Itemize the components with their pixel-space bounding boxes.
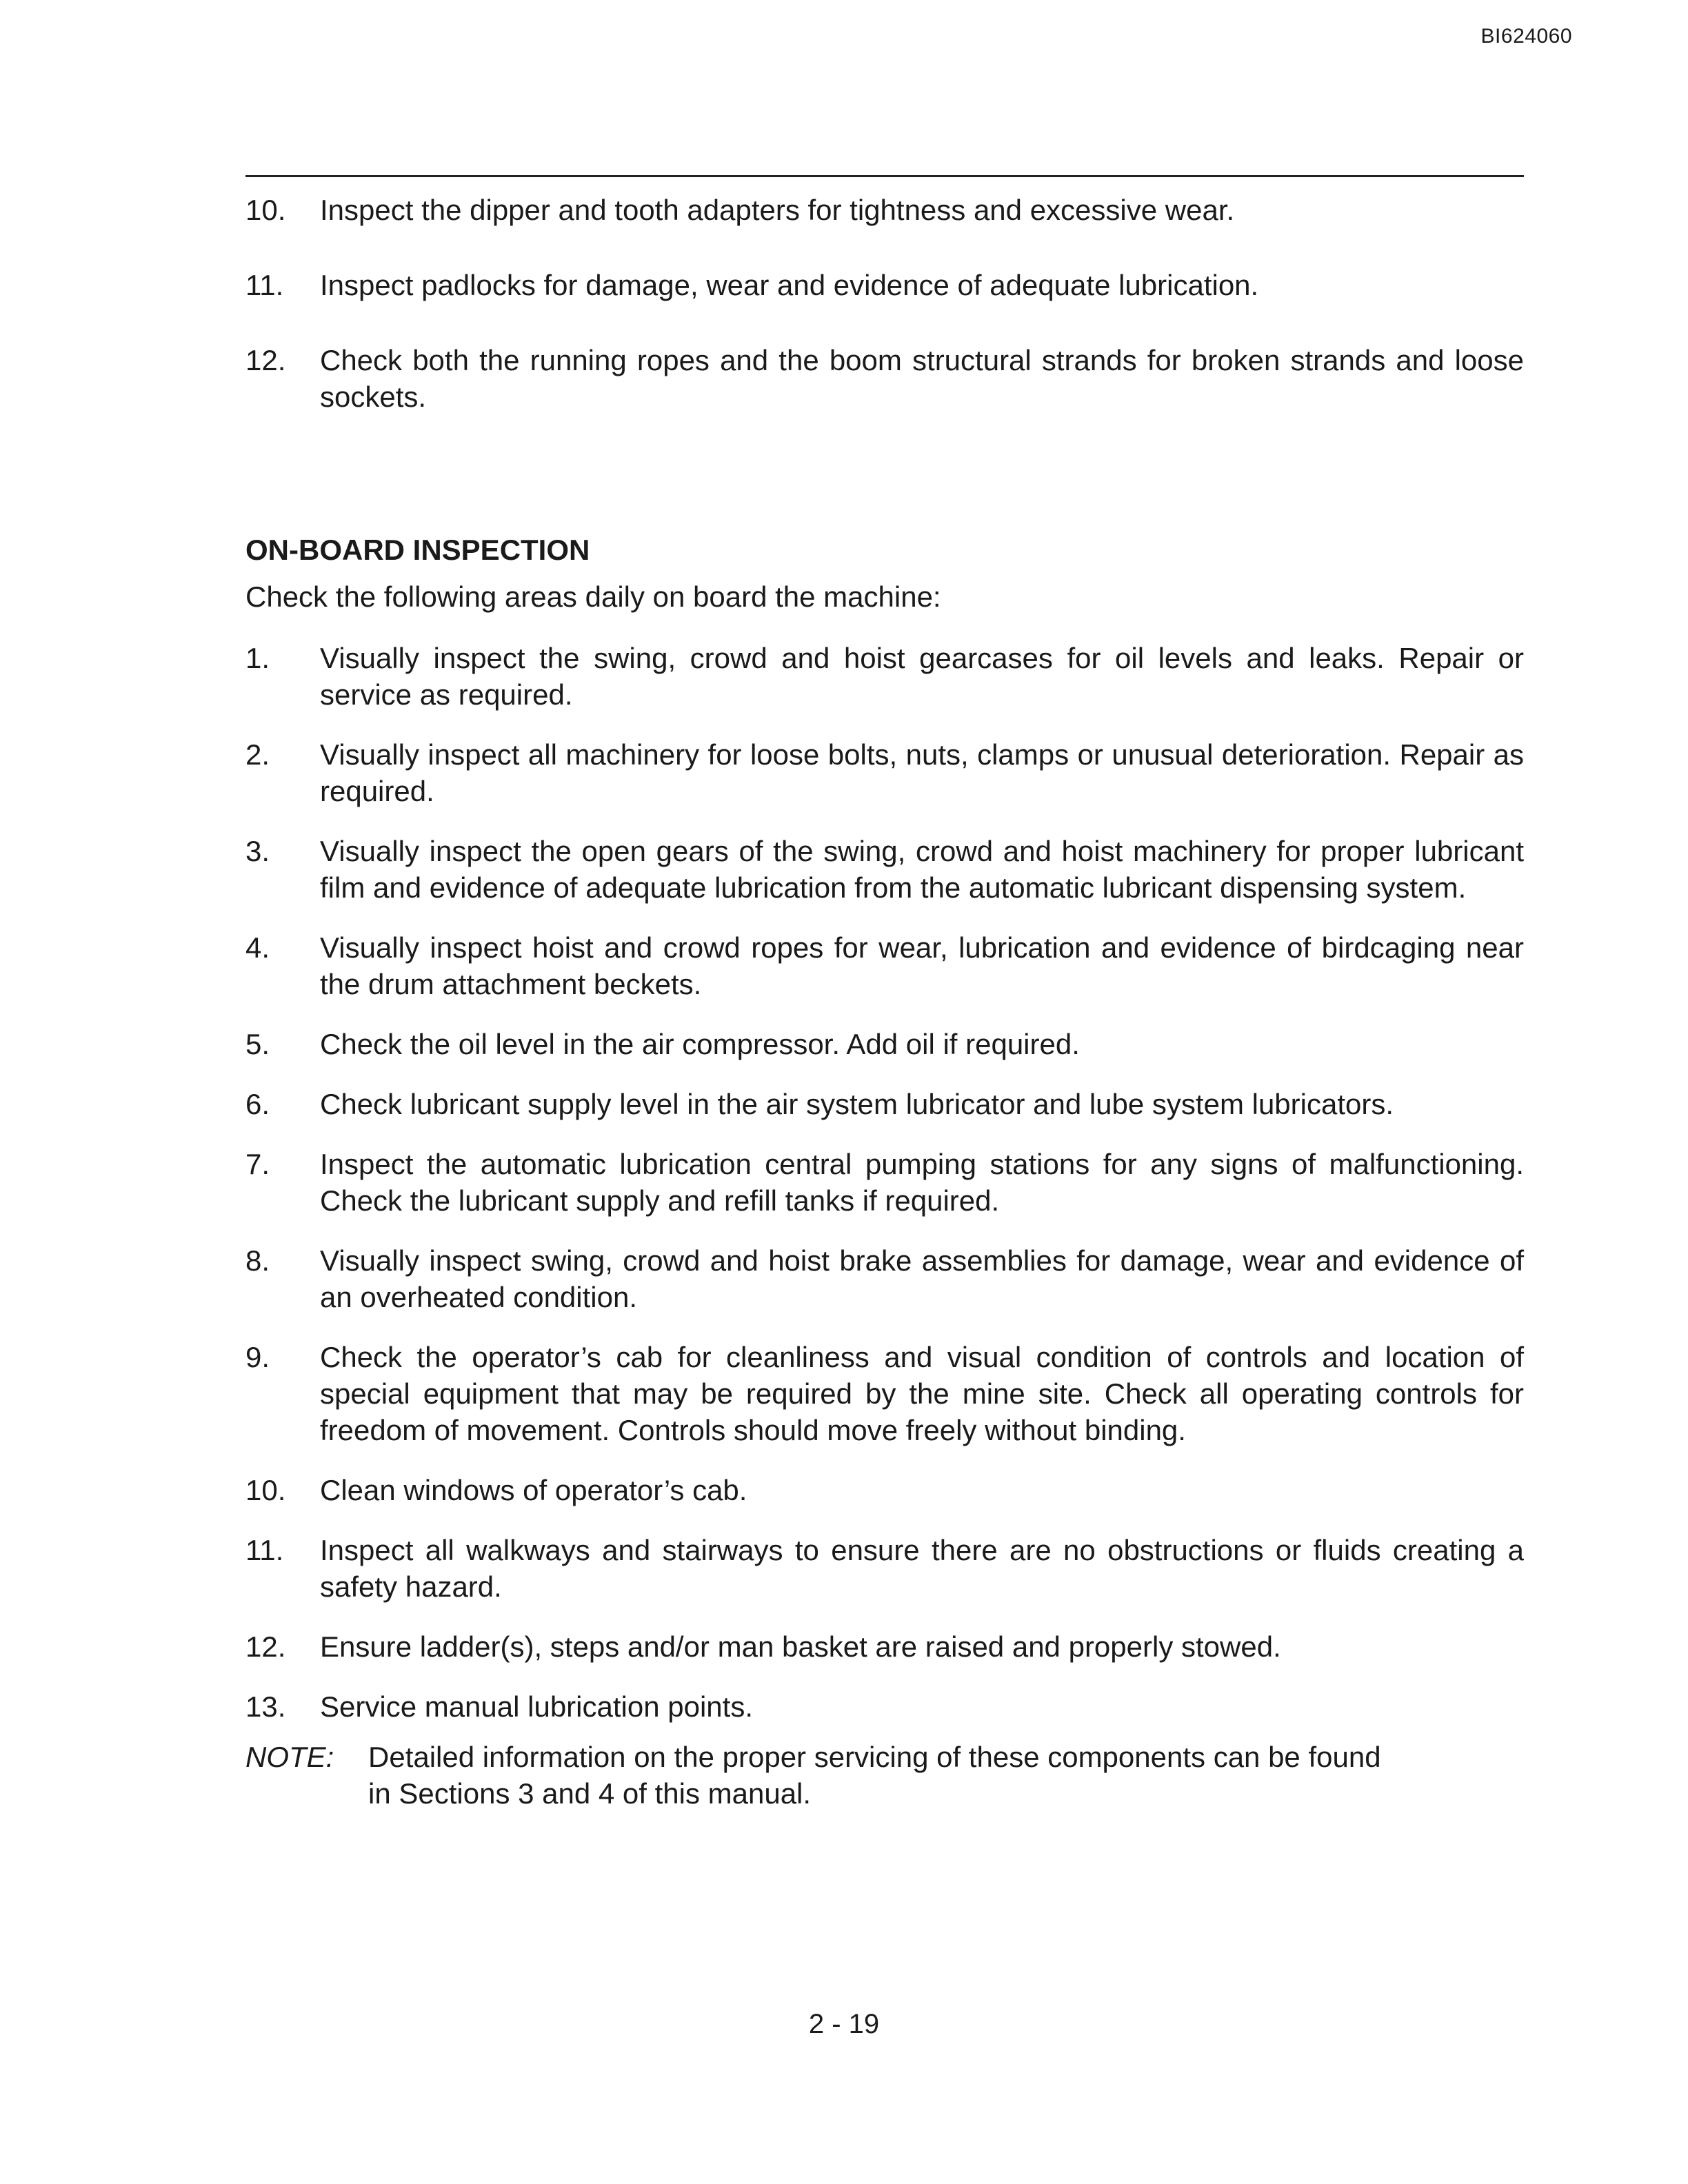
- header-divider: [245, 175, 1524, 177]
- list-item: [245, 267, 1524, 303]
- item-number: 11.: [245, 1534, 284, 1566]
- item-number: 2.: [245, 738, 270, 771]
- item-text: Visually inspect all machinery for loose bolts, nuts, clamps or unusual deterioration. Repair as required.: [320, 738, 1524, 807]
- item-number: 11.: [245, 269, 284, 301]
- list-item: [245, 833, 1524, 906]
- list-item: [245, 1026, 1524, 1062]
- item-text: Inspect the automatic lubrication central pumping stations for any signs of malfunctioning. Check the lubricant supply and refill tanks if required.: [320, 1148, 1524, 1217]
- item-text: Visually inspect the swing, crowd and hoist gearcases for oil levels and leaks. Repair or service as required.: [320, 642, 1524, 711]
- item-text: Visually inspect hoist and crowd ropes for wear, lubrication and evidence of birdcaging near the drum attachment beckets.: [320, 931, 1524, 1000]
- item-text: Ensure ladder(s), steps and/or man basket are raised and properly stowed.: [320, 1630, 1281, 1663]
- list-item: [245, 1242, 1524, 1315]
- item-number: 7.: [245, 1148, 270, 1180]
- continued-inspection-list: [245, 192, 1524, 454]
- list-item: [245, 192, 1524, 228]
- item-text: Service manual lubrication points.: [320, 1690, 753, 1723]
- list-item: [245, 1086, 1524, 1122]
- item-number: 10.: [245, 1474, 286, 1506]
- item-number: 8.: [245, 1244, 270, 1277]
- item-text: Check the oil level in the air compressor. Add oil if required.: [320, 1028, 1080, 1060]
- document-id: BI624060: [1480, 25, 1572, 48]
- item-text: Clean windows of operator’s cab.: [320, 1474, 747, 1506]
- item-text: Visually inspect the open gears of the swing, crowd and hoist machinery for proper lubricant film and evidence of adequate lubrication from the automatic lubricant dispensing system.: [320, 835, 1524, 904]
- list-item: [245, 1688, 1524, 1725]
- page-number: 2 - 19: [808, 2009, 880, 2039]
- list-item: [245, 1628, 1524, 1665]
- section-heading: ON-BOARD INSPECTION: [245, 534, 590, 566]
- item-text: Check lubricant supply level in the air system lubricator and lube system lubricators.: [320, 1088, 1394, 1120]
- list-item: [245, 1532, 1524, 1605]
- list-item: [245, 640, 1524, 713]
- item-number: 4.: [245, 931, 270, 964]
- item-number: 12.: [245, 344, 286, 376]
- item-number: 1.: [245, 642, 270, 674]
- item-number: 12.: [245, 1630, 286, 1663]
- list-item: [245, 736, 1524, 809]
- list-item: [245, 1472, 1524, 1508]
- item-number: 3.: [245, 835, 270, 867]
- note-block: [245, 1739, 1524, 1812]
- note-label: NOTE:: [245, 1741, 334, 1773]
- note-text: Detailed information on the proper servicing of these components can be found in Sections 3 and 4 of this manual.: [368, 1741, 1381, 1810]
- item-number: 10.: [245, 194, 286, 226]
- item-number: 5.: [245, 1028, 270, 1060]
- list-item: [245, 929, 1524, 1002]
- item-number: 9.: [245, 1341, 270, 1373]
- item-text: Inspect the dipper and tooth adapters for tightness and excessive wear.: [320, 194, 1235, 226]
- item-text: Inspect padlocks for damage, wear and evidence of adequate lubrication.: [320, 269, 1259, 301]
- on-board-inspection-list: [245, 640, 1524, 1748]
- list-item: [245, 1339, 1524, 1448]
- item-text: Check the operator’s cab for cleanliness and visual condition of controls and location of special equipment that may be required by the mine site. Check all operating controls for freedom of movement. Controls should move freely without binding.: [320, 1341, 1524, 1446]
- item-number: 13.: [245, 1690, 286, 1723]
- item-text: Visually inspect swing, crowd and hoist brake assemblies for damage, wear and evidence of an overheated condition.: [320, 1244, 1524, 1313]
- list-item: [245, 1146, 1524, 1219]
- section-intro: Check the following areas daily on board the machine:: [245, 580, 941, 613]
- item-number: 6.: [245, 1088, 270, 1120]
- item-text: Check both the running ropes and the boom structural strands for broken strands and loose sockets.: [320, 344, 1524, 413]
- list-item: [245, 342, 1524, 415]
- item-text: Inspect all walkways and stairways to ensure there are no obstructions or fluids creating a safety hazard.: [320, 1534, 1524, 1603]
